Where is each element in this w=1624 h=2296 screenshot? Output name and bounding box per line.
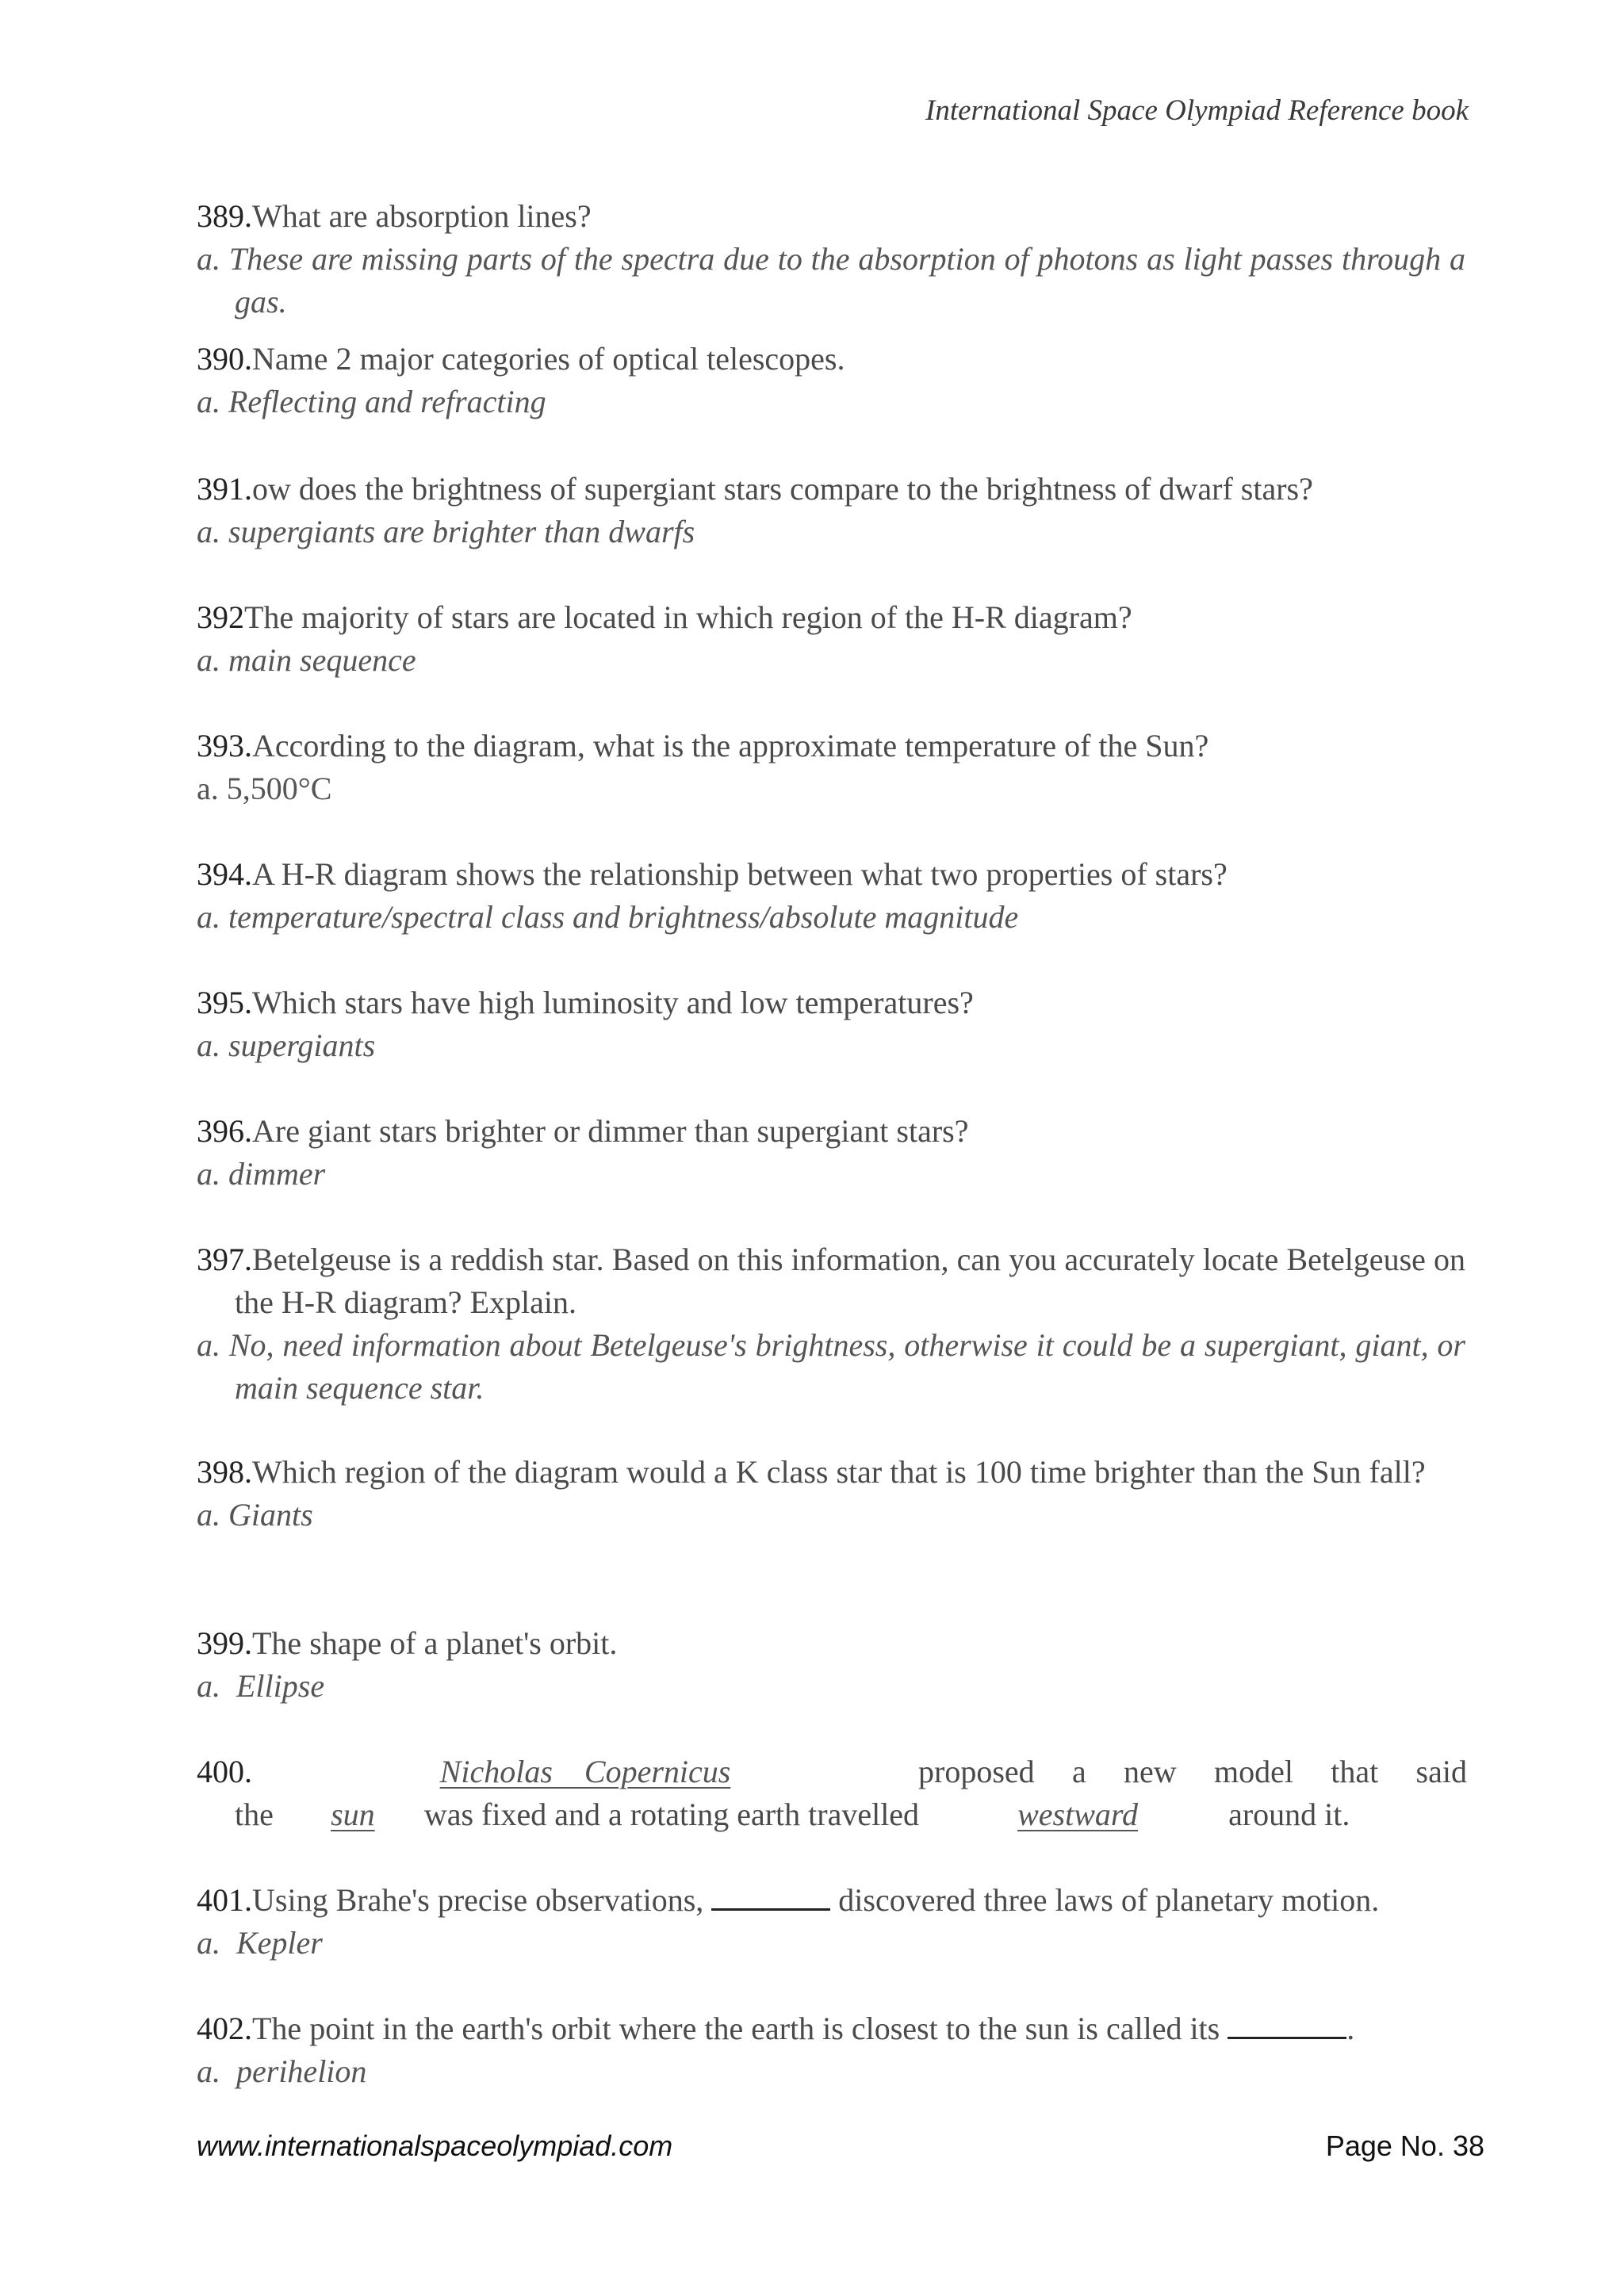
- footer-page-number: Page No. 38: [1325, 2130, 1484, 2162]
- answer-blank: [711, 1881, 830, 1911]
- question-396: [197, 1110, 968, 1196]
- question-389: [197, 195, 1465, 323]
- question-391: [197, 468, 1313, 553]
- answer-text: a. main sequence: [197, 642, 416, 678]
- question-394: [197, 853, 1228, 939]
- fill-text-3: around it.: [1228, 1797, 1350, 1832]
- fill-blank-westward: westward: [1017, 1797, 1138, 1832]
- question-text: 395.Which stars have high luminosity and low temperatures?: [197, 985, 974, 1020]
- answer-text: a. dimmer: [197, 1156, 326, 1192]
- question-text: 390.Name 2 major categories of optical telescopes.: [197, 341, 845, 377]
- fill-text-1: proposed a new model that said: [918, 1754, 1467, 1789]
- answer-text: a. Reflecting and refracting: [197, 384, 546, 419]
- question-text: 397.Betelgeuse is a reddish star. Based on this information, can you accurately locate Betelgeuse on the H-R diagram? Explain.: [197, 1242, 1465, 1320]
- answer-text: a. No, need information about Betelgeuse's brightness, otherwise it could be a supergiant, giant, or main sequence star.: [197, 1327, 1465, 1406]
- answer-text: a. Ellipse: [197, 1668, 325, 1704]
- question-text-line1: 400. Nicholas Copernicus proposed a new model that said: [197, 1751, 1465, 1793]
- question-393: [197, 725, 1208, 810]
- answer-text: a. supergiants: [197, 1027, 376, 1063]
- question-390: [197, 338, 845, 423]
- question-402: [197, 2007, 1354, 2093]
- question-text: 393.According to the diagram, what is the approximate temperature of the Sun?: [197, 728, 1209, 763]
- question-text-line2: the sun was fixed and a rotating earth travelled westward around it.: [197, 1793, 1465, 1836]
- question-text: 401.Using Brahe's precise observations, discovered three laws of planetary motion.: [197, 1882, 1380, 1918]
- answer-text: a. perihelion: [197, 2053, 367, 2089]
- question-text: 396.Are giant stars brighter or dimmer than supergiant stars?: [197, 1113, 969, 1149]
- question-text: 394.A H-R diagram shows the relationship between what two properties of stars?: [197, 856, 1228, 892]
- fill-blank-copernicus: Nicholas Copernicus: [439, 1754, 731, 1789]
- answer-text: a. temperature/spectral class and brightness/absolute magnitude: [197, 899, 1019, 935]
- running-header-title: International Space Olympiad Reference book: [925, 94, 1469, 127]
- question-text: 399.The shape of a planet's orbit.: [197, 1625, 618, 1661]
- fill-blank-sun: sun: [331, 1797, 375, 1832]
- answer-text: a. These are missing parts of the spectra due to the absorption of photons as light passes through a gas.: [197, 241, 1465, 320]
- question-text: 391.ow does the brightness of supergiant stars compare to the brightness of dwarf stars?: [197, 471, 1313, 507]
- answer-text: a. Giants: [197, 1497, 313, 1533]
- footer-website-link[interactable]: www.internationalspaceolympiad.com: [197, 2130, 673, 2162]
- answer-text: a. Kepler: [197, 1925, 323, 1961]
- answer-text: a. supergiants are brighter than dwarfs: [197, 514, 695, 549]
- question-text: 392The majority of stars are located in which region of the H-R diagram?: [197, 599, 1132, 635]
- fill-text-2: was fixed and a rotating earth travelled: [423, 1797, 920, 1832]
- question-401: [197, 1879, 1379, 1965]
- question-text: 402.The point in the earth's orbit where the earth is closest to the sun is called its .: [197, 2011, 1355, 2046]
- answer-text: a. 5,500°C: [197, 771, 332, 806]
- question-397: [197, 1238, 1465, 1410]
- question-400: [197, 1751, 1465, 1836]
- question-text: 398.Which region of the diagram would a K class star that is 100 time brighter than the Sun fall?: [197, 1454, 1426, 1490]
- question-398: [197, 1451, 1465, 1536]
- question-text: 389.What are absorption lines?: [197, 198, 592, 234]
- question-395: [197, 982, 974, 1067]
- question-399: [197, 1622, 617, 1708]
- answer-blank: [1228, 2010, 1346, 2039]
- question-392: [197, 596, 1132, 682]
